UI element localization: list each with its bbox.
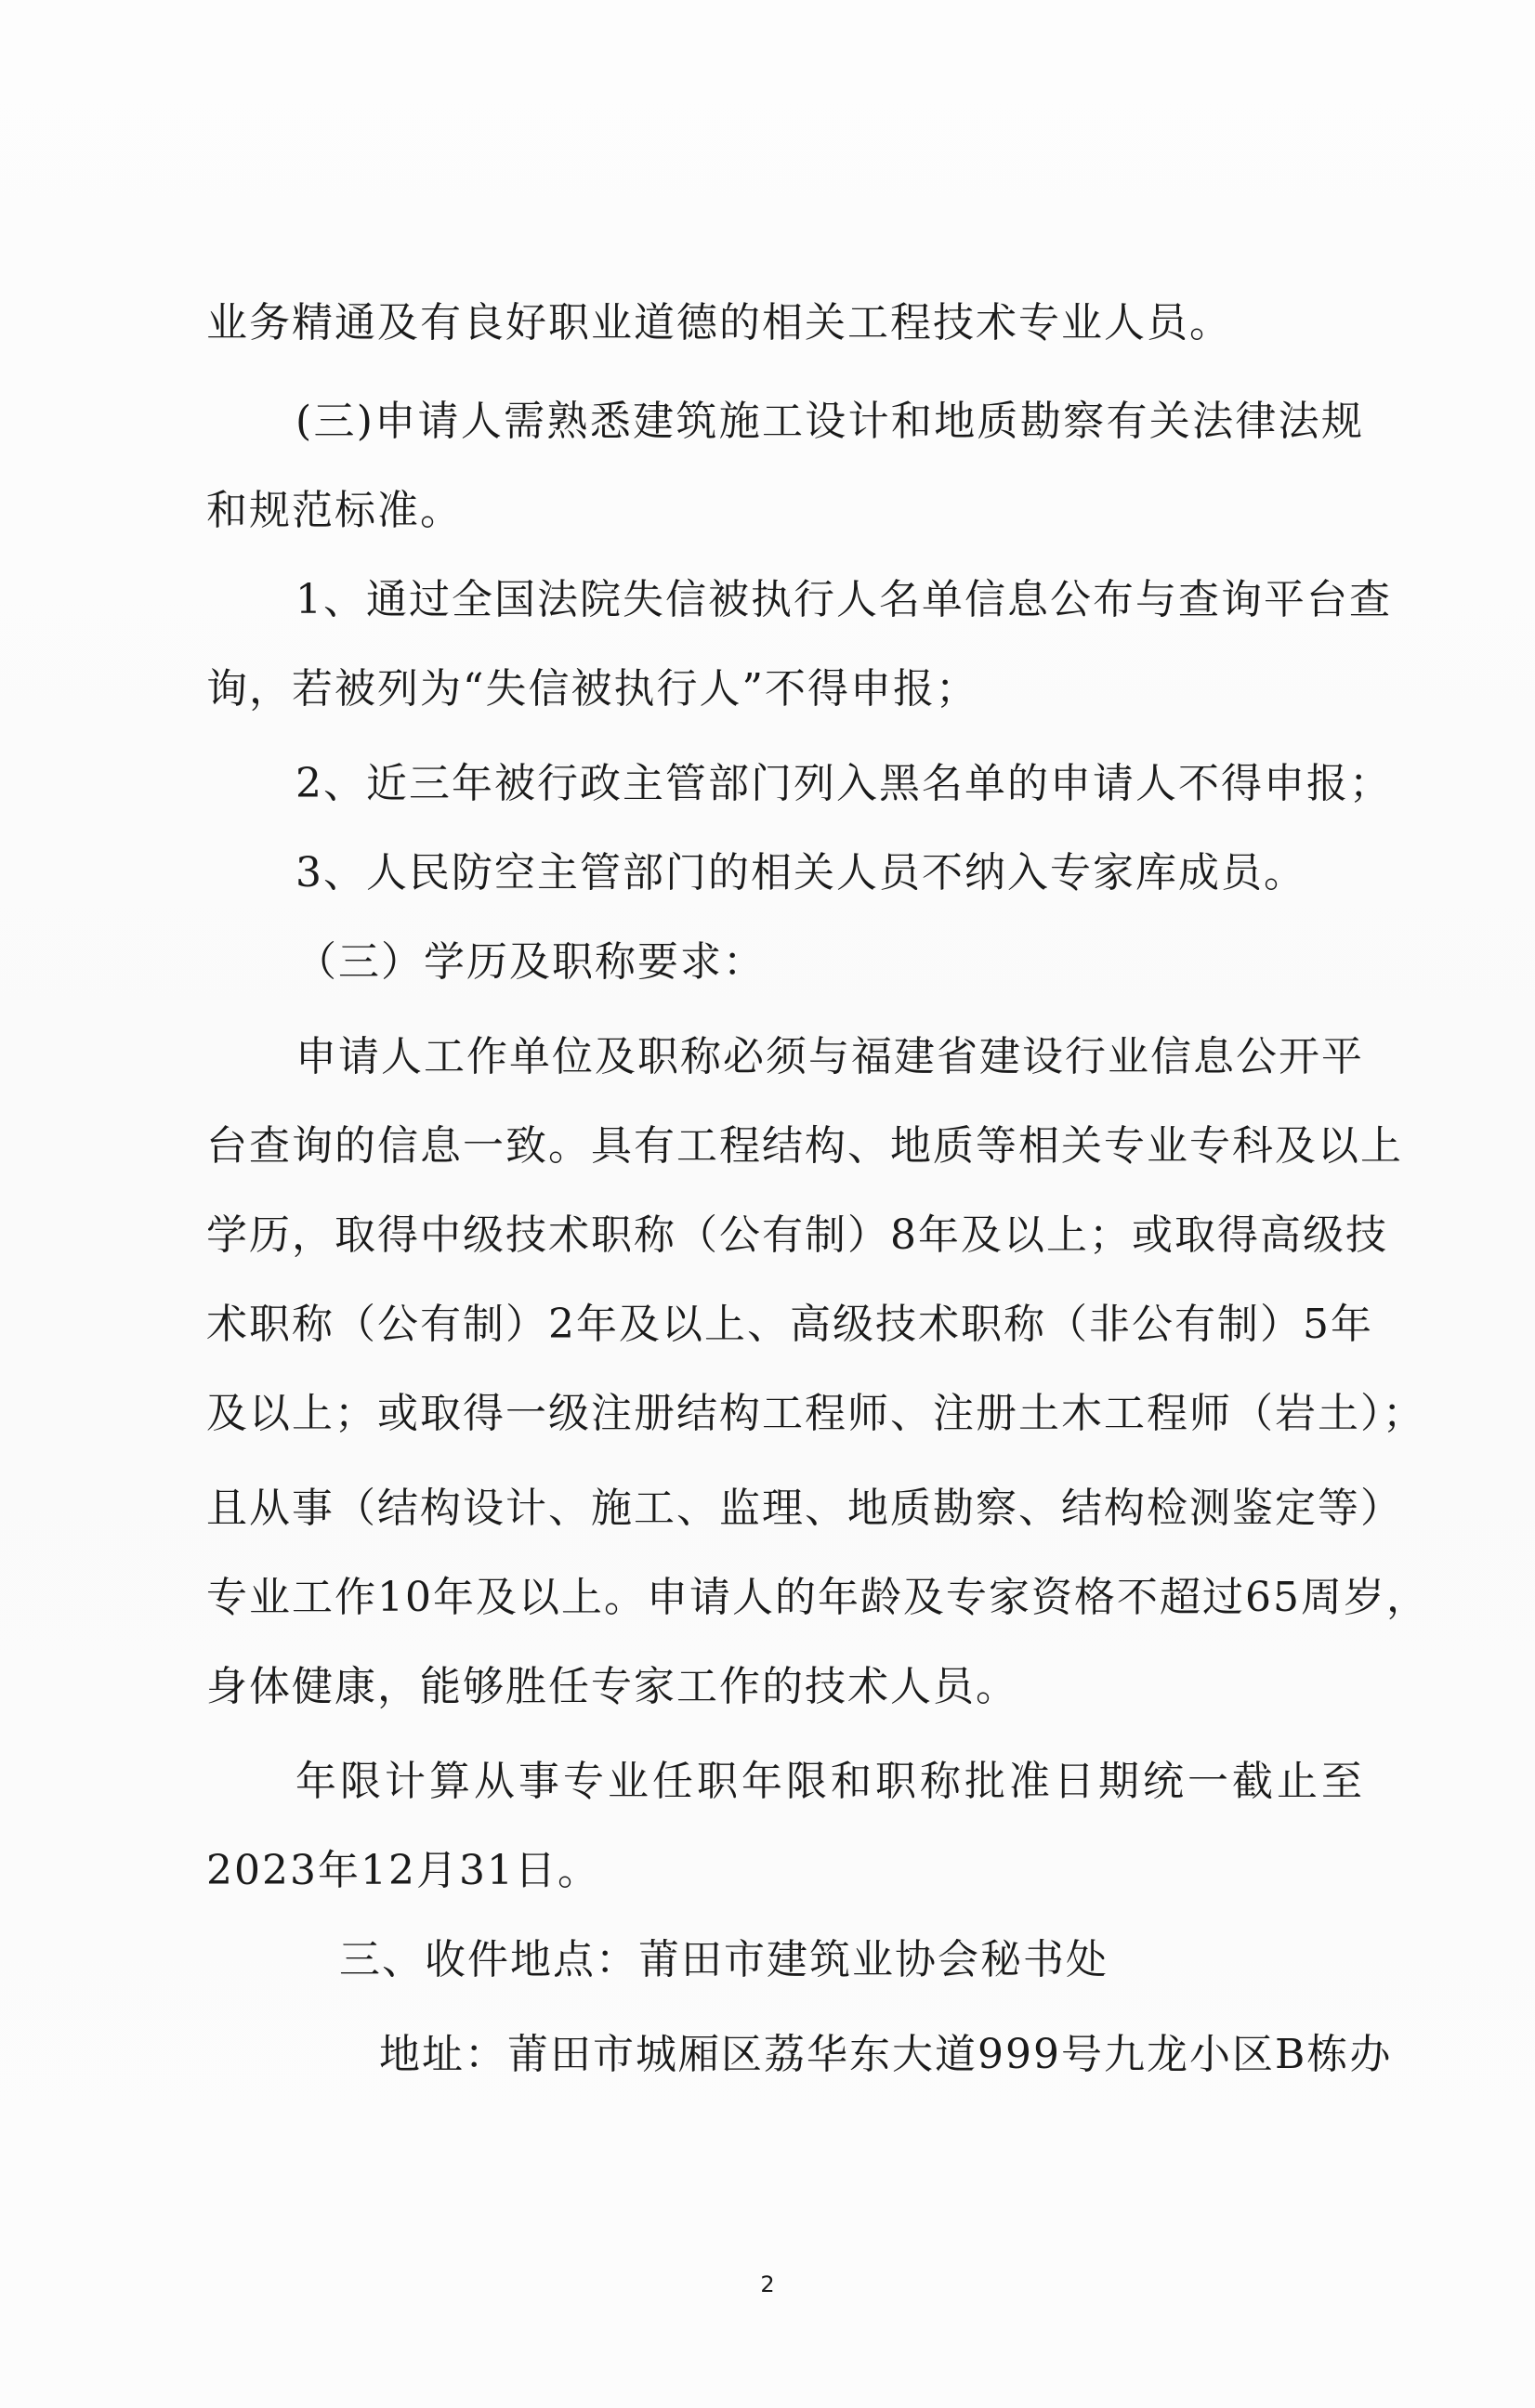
text-line: 身体健康，能够胜任专家工作的技术人员。 <box>206 1663 1018 1710</box>
text-line: 台查询的信息一致。具有工程结构、地质等相关专业专科及以上 <box>206 1122 1403 1170</box>
text-line: 询，若被列为“失信被执行人”不得申报； <box>206 665 978 713</box>
text-line: 地址：莆田市城厢区荔华东大道999号九龙小区B栋办 <box>379 2031 1393 2078</box>
text-line: （三）学历及职称要求： <box>295 938 766 986</box>
text-line: 2023年12月31日。 <box>206 1847 600 1894</box>
text-line: 申请人工作单位及职称必须与福建省建设行业信息公开平 <box>295 1033 1364 1080</box>
text-line: (三)申请人需熟悉建筑施工设计和地质勘察有关法律法规 <box>295 398 1364 445</box>
text-line: 且从事（结构设计、施工、监理、地质勘察、结构检测鉴定等） <box>206 1485 1403 1532</box>
text-line: 年限计算从事专业任职年限和职称批准日期统一截止至 <box>295 1758 1364 1805</box>
text-line: 1、通过全国法院失信被执行人名单信息公布与查询平台查 <box>295 576 1392 623</box>
text-line: 和规范标准。 <box>206 487 463 534</box>
text-line: 业务精通及有良好职业道德的相关工程技术专业人员。 <box>206 299 1232 347</box>
text-line: 三、收件地点：莆田市建筑业协会秘书处 <box>339 1936 1109 1983</box>
page-number: 2 <box>760 2271 775 2297</box>
text-line: 学历，取得中级技术职称（公有制）8年及以上；或取得高级技 <box>206 1211 1388 1259</box>
text-line: 3、人民防空主管部门的相关人员不纳入专家库成员。 <box>295 849 1306 896</box>
text-line: 2、近三年被行政主管部门列入黑名单的申请人不得申报； <box>295 760 1392 807</box>
text-line: 术职称（公有制）2年及以上、高级技术职称（非公有制）5年 <box>206 1301 1373 1348</box>
text-line: 专业工作10年及以上。申请人的年龄及专家资格不超过65周岁， <box>206 1574 1429 1621</box>
text-line: 及以上；或取得一级注册结构工程师、注册土木工程师（岩土）； <box>206 1390 1425 1437</box>
